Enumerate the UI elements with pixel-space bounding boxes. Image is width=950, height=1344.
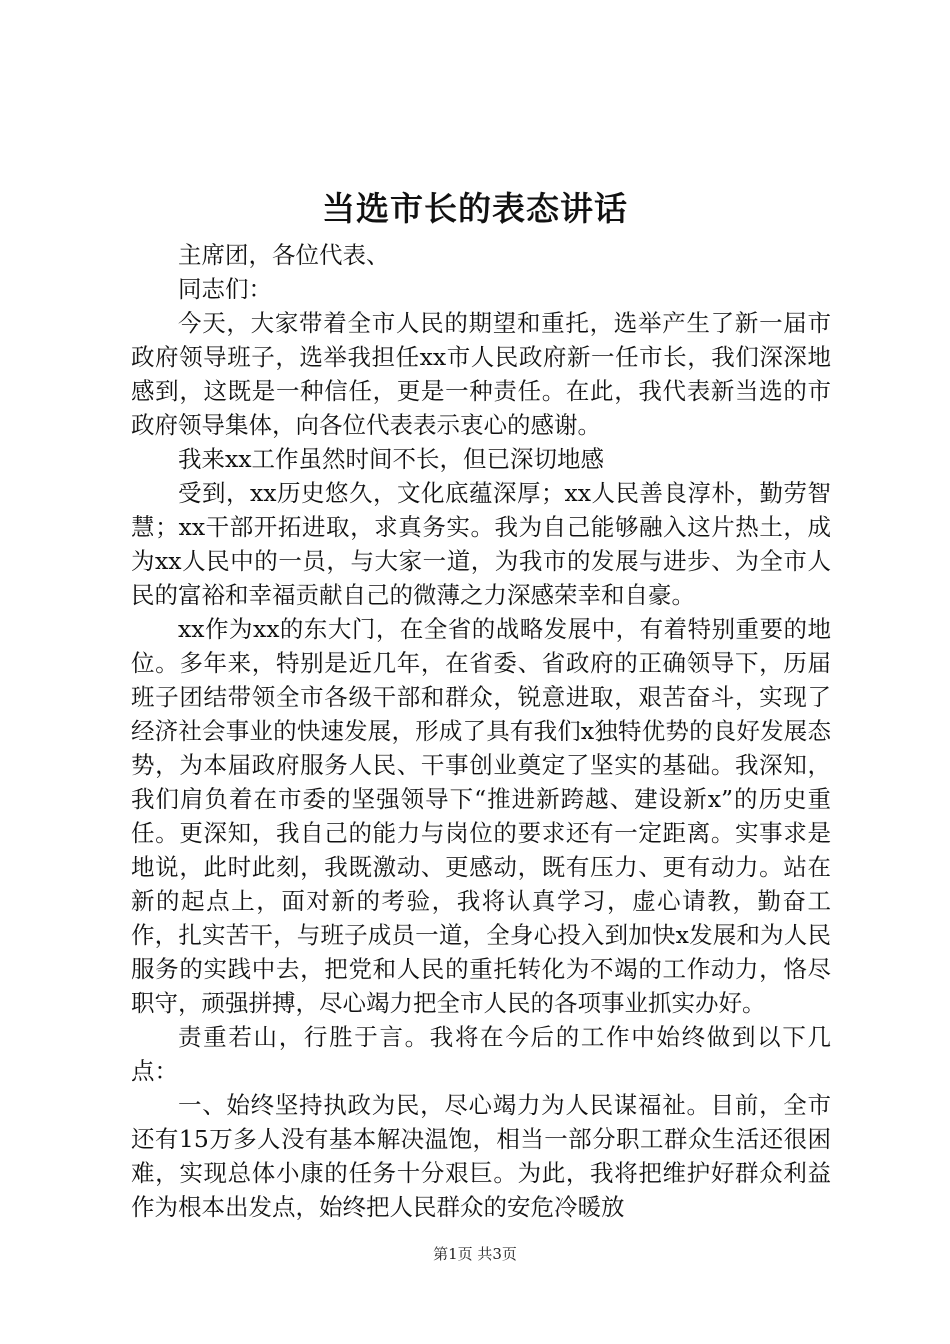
paragraph: 今天，大家带着全市人民的期望和重托，选举产生了新一届市政府领导班子，选举我担任xx市人民政府新一任市长，我们深深地感到，这既是一种信任，更是一种责任。在此，我代表新当选的市政府领导集体，向各位代表表示衷心的感谢。: [131, 309, 831, 439]
paragraph-salutation: 主席团，各位代表、: [178, 241, 390, 269]
paragraph-salutation-comrades: 同志们：: [178, 275, 272, 303]
paragraph: xx作为xx的东大门，在全省的战略发展中，有着特别重要的地位。多年来，特别是近几年，在省委、省政府的正确领导下，历届班子团结带领全市各级干部和群众，锐意进取，艰苦奋斗，实现了经济社会事业的快速发展，形成了具有我们x独特优势的良好发展态势，为本届政府服务人民、干事创业奠定了坚实的基础。我深知，我们肩负着在市委的坚强领导下“推进新跨越、建设新x”的历史重任。更深知，我自己的能力与岗位的要求还有一定距离。实事求是地说，此时此刻，我既激动、更感动，既有压力、更有动力。站在新的起点上，面对新的考验，我将认真学习，虚心请教，勤奋工作，扎实苦干，与班子成员一道，全身心投入到加快x发展和为人民服务的实践中去，把党和人民的重托转化为不竭的工作动力，恪尽职守，顽强拼搏，尽心竭力把全市人民的各项事业抓实办好。: [131, 615, 831, 1017]
document-title: 当选市长的表态讲话: [322, 189, 628, 228]
paragraph: 受到，xx历史悠久，文化底蕴深厚；xx人民善良淳朴，勤劳智慧；xx干部开拓进取，求真务实。我为自己能够融入这片热土，成为xx人民中的一员，与大家一道，为我市的发展与进步、为全市人民的富裕和幸福贡献自己的微薄之力深感荣幸和自豪。: [131, 479, 831, 609]
paragraph: 我来xx工作虽然时间不长，但已深切地感: [178, 445, 605, 473]
paragraph: 责重若山，行胜于言。我将在今后的工作中始终做到以下几点：: [131, 1023, 831, 1085]
paragraph: 一、始终坚持执政为民，尽心竭力为人民谋福祉。目前，全市还有15万多人没有基本解决温饱，相当一部分职工群众生活还很困难，实现总体小康的任务十分艰巨。为此，我将把维护好群众利益作为根本出发点，始终把人民群众的安危冷暖放: [131, 1091, 831, 1221]
page-number-footer: 第1页 共3页: [433, 1245, 517, 1263]
document-body: [131, 238, 831, 1224]
